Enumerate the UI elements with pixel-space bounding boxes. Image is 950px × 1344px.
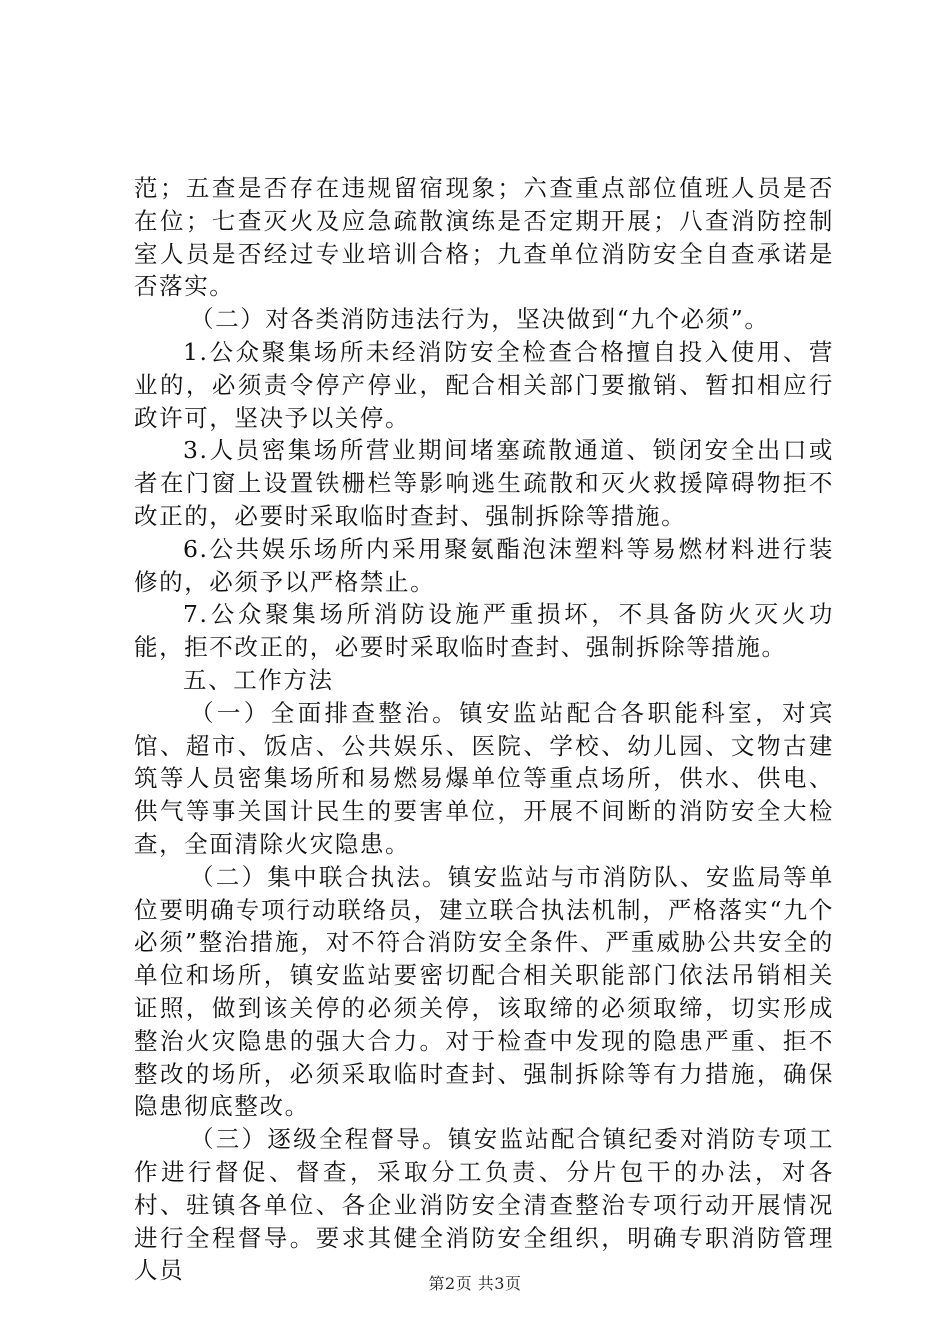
document-body [134, 172, 834, 1287]
paragraph-item-3: 3.人员密集场所营业期间堵塞疏散通道、锁闭安全出口或者在门窗上设置铁栅栏等影响逃生疏散和灭火救援障碍物拒不改正的，必要时采取临时查封、强制拆除等措施。 [134, 436, 834, 530]
paragraph-method-1: （一）全面排查整治。镇安监站配合各职能科室，对宾馆、超市、饭店、公共娱乐、医院、学校、幼儿园、文物古建筑等人员密集场所和易燃易爆单位等重点场所，供水、供电、供气等事关国计民生的要害单位，开展不间断的消防安全大检查，全面清除火灾隐患。 [134, 698, 834, 858]
paragraph-item-7: 7.公众聚集场所消防设施严重损坏，不具备防火灭火功能，拒不改正的，必要时采取临时查封、强制拆除等措施。 [134, 600, 834, 662]
page-number-footer: 第2页 共3页 [428, 1274, 522, 1293]
paragraph-section-two-heading: （二）对各类消防违法行为，坚决做到“九个必须”。 [190, 305, 770, 334]
paragraph-item-1: 1.公众聚集场所未经消防安全检查合格擅自投入使用、营业的，必须责令停产停业，配合相关部门要撤销、暂扣相应行政许可，坚决予以关停。 [134, 337, 834, 432]
paragraph-item-6: 6.公共娱乐场所内采用聚氨酯泡沫塑料等易燃材料进行装修的，必须予以严格禁止。 [134, 534, 834, 596]
paragraph-method-2: （二）集中联合执法。镇安监站与市消防队、安监局等单位要明确专项行动联络员，建立联合执法机制，严格落实“九个必须”整治措施，对不符合消防安全条件、严重威胁公共安全的单位和场所，镇安监站要密切配合相关职能部门依法吊销相关证照，做到该关停的必须关停，该取缔的必须取缔，切实形成整治火灾隐患的强大合力。对于检查中发现的隐患严重、拒不整改的场所，必须采取临时查封、强制拆除等有力措施，确保隐患彻底整改。 [134, 862, 834, 1121]
paragraph-continuation: 范；五查是否存在违规留宿现象；六查重点部位值班人员是否在位；七查灭火及应急疏散演练是否定期开展；八查消防控制室人员是否经过专业培训合格；九查单位消防安全自查承诺是否落实。 [134, 174, 834, 301]
section-heading-work-methods: 五、工作方法 [183, 665, 334, 694]
paragraph-method-3: （三）逐级全程督导。镇安监站配合镇纪委对消防专项工作进行督促、督查，采取分工负责、分片包干的办法，对各村、驻镇各单位、各企业消防安全清查整治专项行动开展情况进行全程督导。要求其健全消防安全组织，明确专职消防管理人员 [134, 1125, 834, 1285]
